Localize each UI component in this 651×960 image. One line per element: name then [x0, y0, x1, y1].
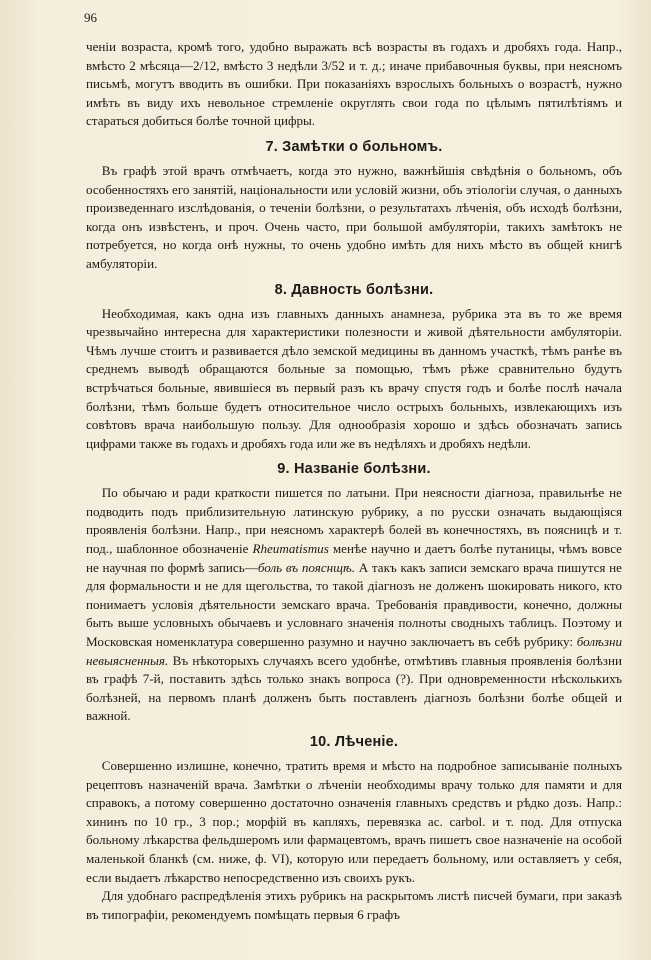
section-9-heading: 9. Названіе болѣзни.: [277, 461, 431, 478]
section-9-text-c: А такъ какъ записи земскаго врача пишутся не для формальности и не для щегольства, то такой діагнозъ не долженъ шокировать никого, кто понимаетъ условія дѣятельности земскаго врача. Требованія правдивости, конечно, должны быть выше условныхъ обычаевъ и условнаго значенія полноты сводныхъ таблицъ. Поэтому и Московская номенклатура совершенно разумно и научно заключаетъ въ себѣ рубрику:: [86, 559, 622, 650]
intro-paragraph: ченіи возраста, кромѣ того, удобно выражать всѣ возрасты въ годахъ и дробяхъ года. Напр., вмѣсто 2 мѣсяца—2/12, вмѣсто 3 недѣли 3/52 и т. д.; иначе прибавочныя буквы, при неясномъ письмѣ, могутъ вводить въ ошибки. При показаніяхъ взрослыхъ больныхъ о возрастѣ, нужно имѣть въ виду ихъ невольное стремленіе округлять свои года по цѣлымъ пятилѣтіямъ и стараться добиться болѣе точной цифры.: [86, 39, 622, 129]
page-number: 96: [84, 10, 97, 25]
section-9-text-d: Въ нѣкоторыхъ случаяхъ всего удобнѣе, отмѣтивъ главныя проявленія болѣзни въ графѣ 7-й, поставить здѣсь только знакъ вопроса (?). При одновременности нѣсколькихъ болѣзней, на первомъ планѣ долженъ быть поставленъ діагнозъ болѣзни болѣе общей и важной.: [86, 652, 622, 724]
page-content: [86, 38, 622, 924]
latin-term: Rheumatismus: [252, 541, 329, 557]
section-8-paragraph: Необходимая, какъ одна изъ главныхъ данныхъ анамнеза, рубрика эта въ то же время чрезвычайно интересна для характеристики полезности и живой дѣятельности амбуляторіи. Чѣмъ лучше стоитъ и развивается дѣло земской медицины въ данномъ участкѣ, тѣмъ ранѣе въ среднемъ выводѣ обращаются больные за помощью, тѣмъ рѣже сравнительно будутъ встрѣчаться больные, явившіеся въ первый разъ къ врачу спустя годъ и болѣе послѣ начала болѣзни, тѣмъ больше будетъ относительное число острыхъ больныхъ, извлекающихъ изъ совѣтовъ врача наибольшую пользу. Для однообразія хорошо и здѣсь обозначать запись цифрами также въ годахъ и дробяхъ года или же въ недѣляхъ и дробяхъ недѣли.: [86, 305, 622, 451]
section-7-paragraph: Въ графѣ этой врачъ отмѣчаетъ, когда это нужно, важнѣйшія свѣдѣнія о больномъ, объ особенностяхъ его занятій, національности или условій жизни, объ этіологіи случая, о данныхъ произведеннаго изслѣдованія, о теченіи болѣзни, о результатахъ лѣченія, объ исходѣ болѣзни, когда онъ извѣстенъ, и проч. Очень часто, при большой амбуляторіи, такихъ замѣтокъ не потребуется, но когда онѣ нужны, то очень удобно имѣть для нихъ мѣсто въ общей книгѣ амбуляторіи.: [86, 162, 622, 271]
section-10-heading: 10. Лѣченіе.: [309, 734, 399, 750]
section-9-paragraph: [86, 484, 622, 726]
italic-phrase-1: боль въ пояснщѣ.: [257, 559, 356, 575]
section-7-heading: 7. Замѣтки о больномъ.: [265, 138, 443, 155]
section-10-paragraph-1: Совершенно излишне, конечно, тратить время и мѣсто на подробное записываніе полныхъ рецептовъ назначеній врача. Замѣтки о лѣченіи необходимы врачу только для памяти и для справокъ, а потому совершенно достаточно означенія главныхъ средствъ и рѣдко дозъ. Напр.: хининъ по 10 гр., 3 пор.; морфій въ капляхъ, перевязка ас. carbol. и т. под. Для отпуска больному лѣкарства фельдшеромъ или фармацевтомъ, врачъ пишетъ свое назначеніе на особой маленькой бланкѣ (см. ниже, ф. VI), которую или передаетъ больному, или оставляетъ у себя, если выдаетъ лѣкарство непосредственно изъ своихъ рукъ.: [86, 758, 622, 885]
section-8-heading: 8. Давность болѣзни.: [274, 281, 434, 298]
section-9-text-b: менѣе научно и даетъ болѣе путаницы, чѣмъ вовсе не научная по формѣ запись—: [86, 541, 622, 575]
section-9-text-a: По обычаю и ради краткости пишется по латыни. При неясности діагноза, правильнѣе не подводить подъ приблизительную латинскую рубрику, а по русски означать выдающіяся проявленія болѣзни. Напр., при неясномъ характерѣ болей въ конечностяхъ, въ поясницѣ и т. под., шаблонное обозначеніе: [86, 485, 622, 557]
section-10-paragraph-2: Для удобнаго распредѣленія этихъ рубрикъ на раскрытомъ листѣ писчей бумаги, при заказѣ въ типографіи, рекомендуемъ помѣщать первыя 6 графъ: [86, 888, 622, 922]
italic-phrase-2: болѣзни невыясненныя.: [86, 634, 622, 668]
